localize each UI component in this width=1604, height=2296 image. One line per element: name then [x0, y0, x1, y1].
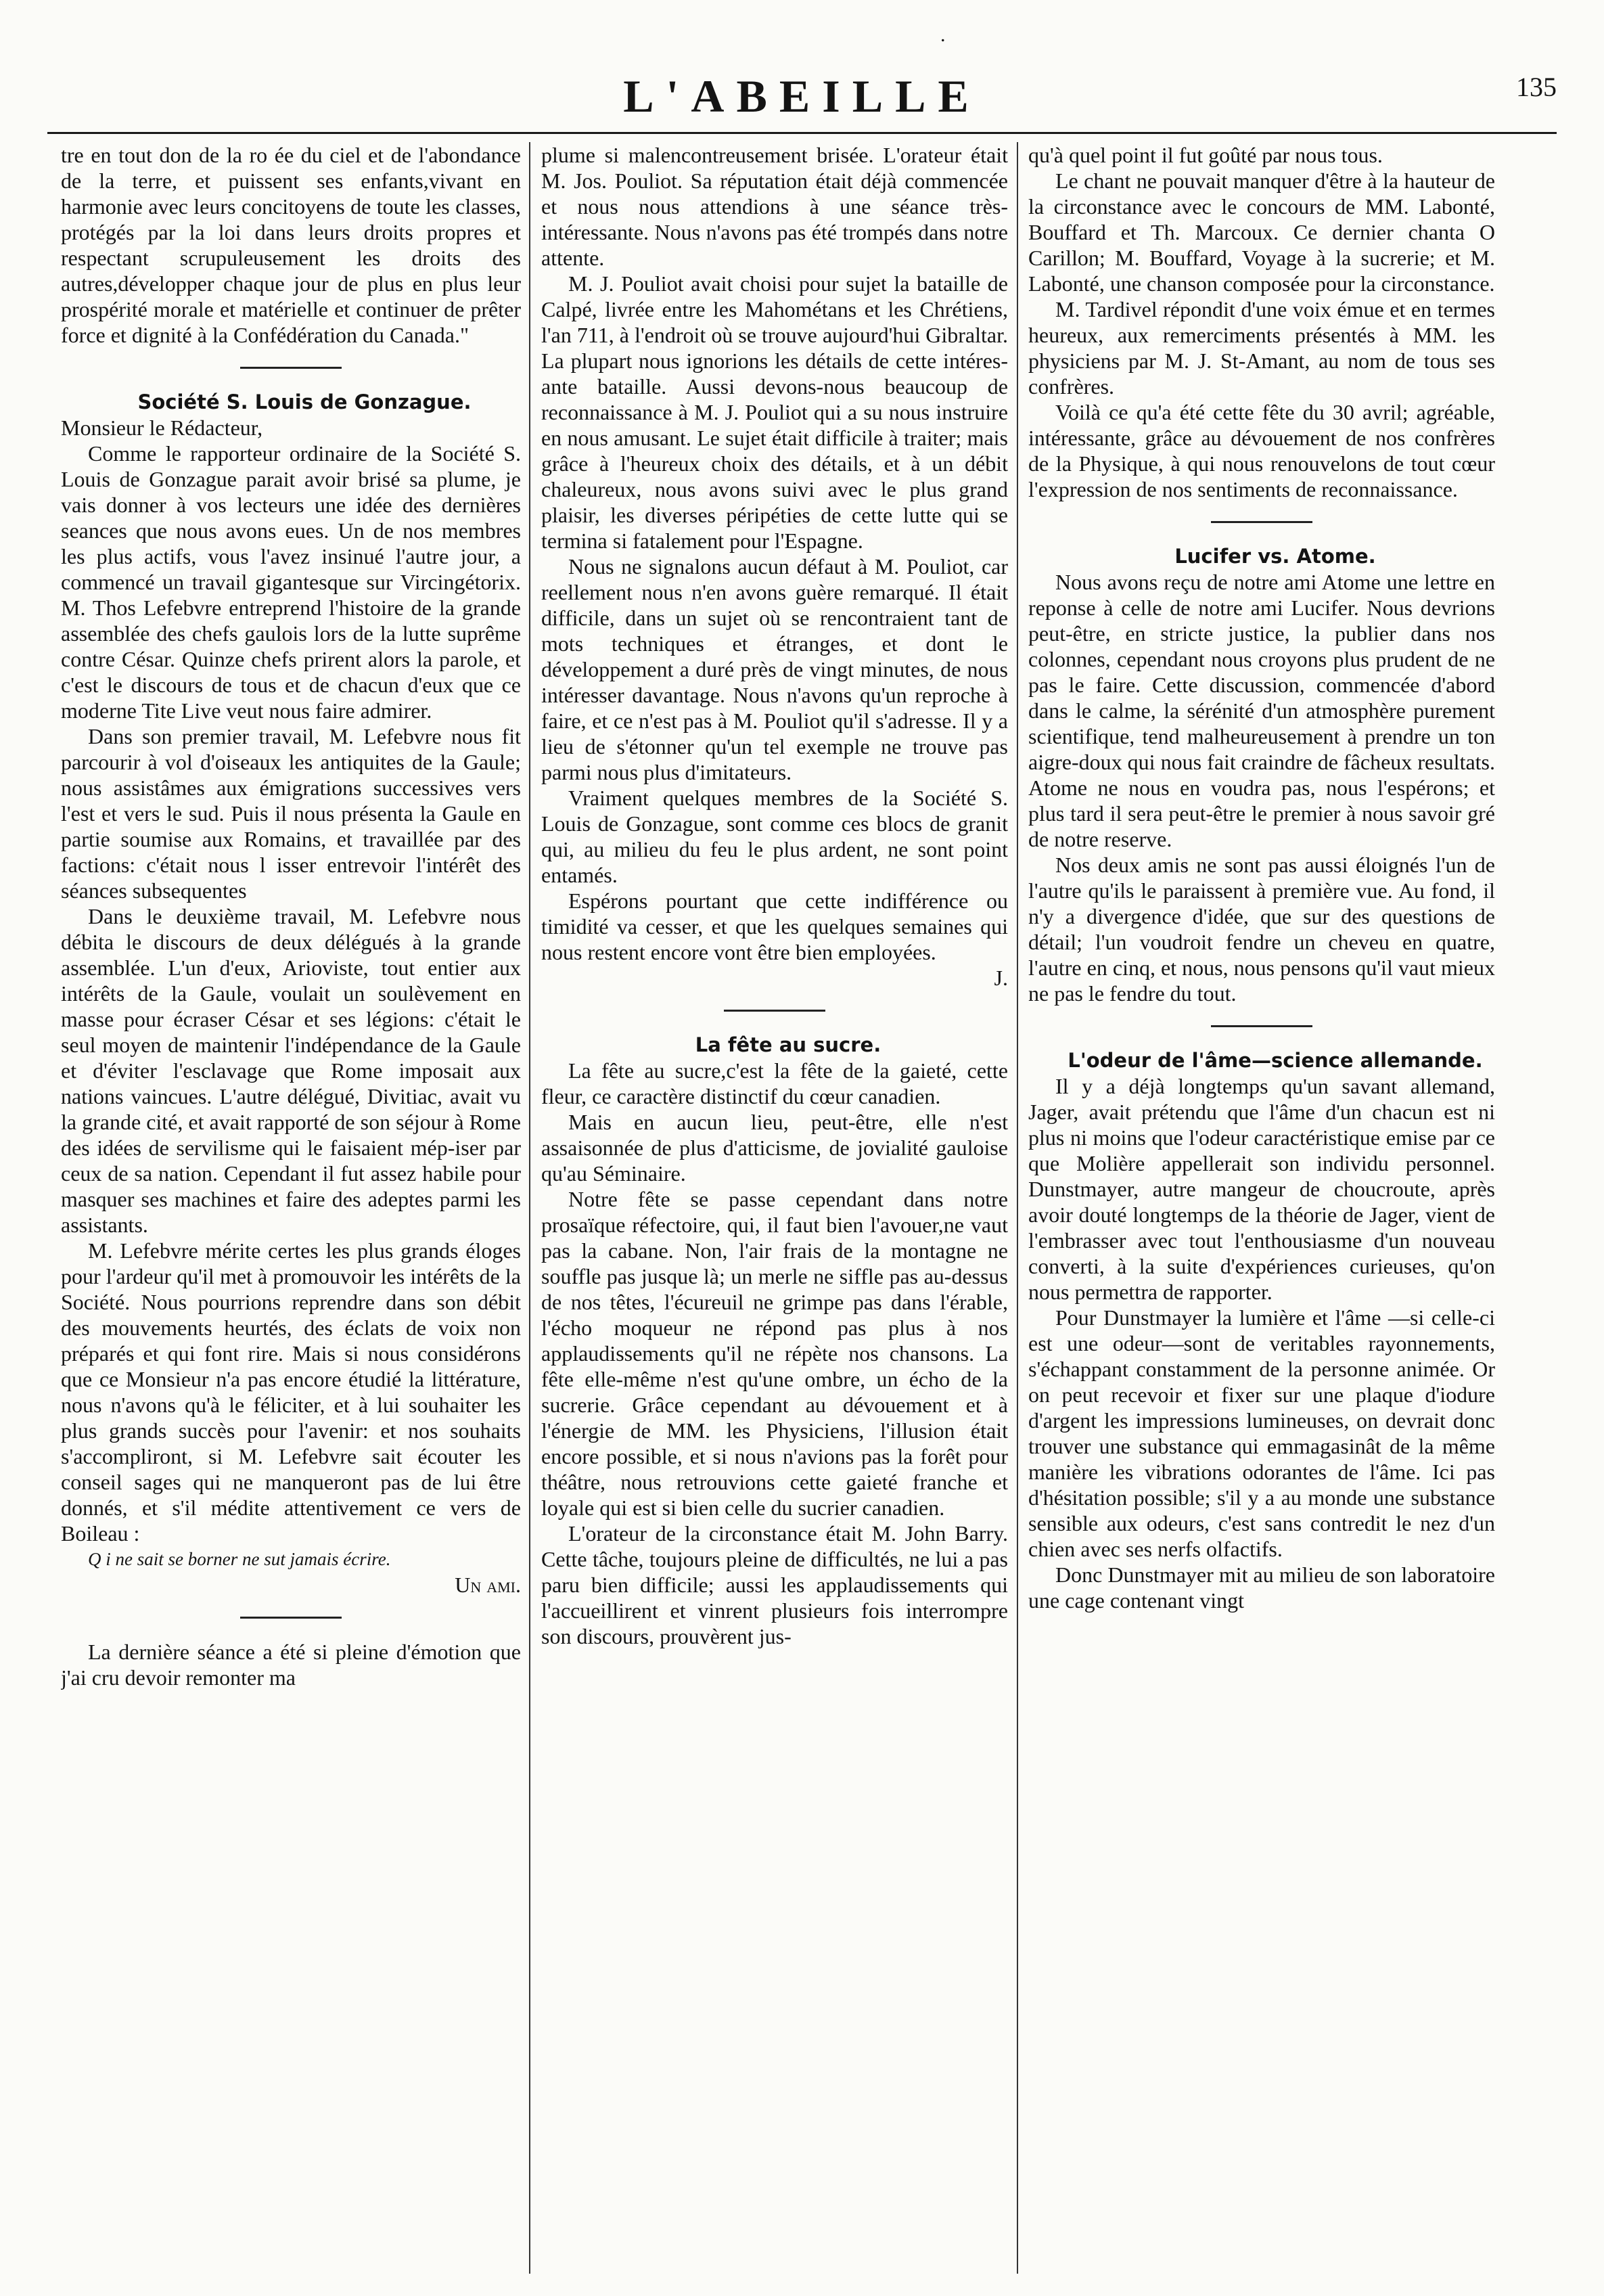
column-1 — [61, 142, 521, 2274]
salutation: Monsieur le Rédacteur, — [61, 415, 263, 440]
column-3 — [1028, 142, 1495, 2274]
paragraph: L'orateur de la circonstance était M. John Barry. Cette tâche, toujours pleine de difficultés, ne lui a pas paru bien difficile; aussi les applaudissements qui l'accueillirent et vinrent plusieurs fois interrompre son discours, prouvèrent jus- — [541, 1521, 1008, 1648]
section-separator — [724, 1010, 825, 1012]
paragraph: tre en tout don de la ro ée du ciel et de l'abondance de la terre, et puissent ses enfants,vivant en harmonie avec leurs concitoyens de toute les classes, protégés par la loi dans leurs droits propres et respectant scrupuleusement les droits des autres,développer chaque jour de plus en plus leur prospérité morale et matérielle et continuer de prêter force et dignité à la Confédération du Canada." — [61, 143, 521, 347]
signature: Un ami. — [455, 1573, 521, 1597]
paragraph: Vraiment quelques membres de la Société S. Louis de Gonzague, sont comme ces blocs de granit qui, au milieu du feu le plus ardent, ne sont point entamés. — [541, 786, 1008, 887]
section-heading: Lucifer vs. Atome. — [1174, 545, 1376, 568]
paragraph: Comme le rapporteur ordinaire de la Société S. Louis de Gonzague parait avoir brisé sa plume, je vais donner à vos lecteurs une idée des dernières seances que nous avons eues. Un de nos membres les plus actifs, vous l'avez insinué l'autre jour, a commencé un travail gigantesque sur Vircingétorix. M. Thos Lefebvre entreprend l'histoire de la grande assemblée des chefs gaulois lors de la lutte suprême contre César. Quinze chefs prirent alors la parole, et c'est le discours de tous et de chacun d'eux que ce moderne Tite Live veut nous faire admirer. — [61, 441, 521, 723]
paragraph: plume si malencontreusement brisée. L'orateur était M. Jos. Pouliot. Sa réputation était déjà commencée et nous nous attendions à une séance très-intéressante. Nous n'avons pas été trompés dans notre attente. — [541, 143, 1008, 270]
masthead — [47, 24, 1557, 134]
section-separator — [1211, 521, 1312, 523]
paragraph: Nos deux amis ne sont pas aussi éloignés l'un de l'autre qu'ils le paraissent à première vue. Au fond, il n'y a divergence d'idée, que sur des questions de détail; l'un voudroit fendre un cheveu en quatre, l'autre en cinq, et nous, nous pensons qu'il vaut mieux ne pas le fendre du tout. — [1028, 853, 1495, 1006]
paragraph: Le chant ne pouvait manquer d'être à la hauteur de la circonstance avec le concours de MM. Labonté, Bouffard et Th. Marcoux. Ce dernier chanta O Carillon; M. Bouffard, Voyage à la sucrerie; et M. Labonté, une chanson composée pour la circonstance. — [1028, 168, 1495, 296]
column-2 — [541, 142, 1008, 2274]
author-initial: J. — [994, 966, 1008, 990]
verse-quote: Q i ne sait se borner ne sut jamais écrire. — [88, 1549, 391, 1569]
page-number: 135 — [1516, 72, 1557, 102]
section-heading: L'odeur de l'âme—science allemande. — [1068, 1049, 1483, 1072]
paragraph: Dans le deuxième travail, M. Lefebvre nous débita le discours de deux délégués à la grande assemblée. L'un d'eux, Arioviste, tout entier aux intérêts de la Gaule, voulait un soulèvement en masse pour écraser César et ses légions: c'était le seul moyen de maintenir l'indépendance de la Gaule et d'éviter l'esclavage que Rome imposait aux nations vaincues. L'autre délégué, Divitiac, avait vu la grande cité, et avait rapporté de son séjour à Rome des idées de servilisme qui le faisaient mép-iser par ceux de sa nation. Cependant il fut assez habile pour masquer ses machines et faire des adeptes parmi les assistants. — [61, 904, 521, 1237]
paragraph: M. Lefebvre mérite certes les plus grands éloges pour l'ardeur qu'il met à promouvoir les intérêts de la Société. Nous pourrions reprendre dans son débit des mouvements heurtés, des éclats de voix non préparés et qui font rire. Mais si nous considérons que ce Monsieur n'a pas encore étudié la littérature, nous n'avons qu'à le féliciter, et à lui souhaiter les plus grands succès pour l'avenir: et nos souhaits s'accompliront, si M. Lefebvre sait écouter les conseil sages qui ne manqueront pas de lui être donnés, et s'il médite attentivement ce vers de Boileau : — [61, 1238, 521, 1546]
column-divider — [1017, 142, 1018, 2274]
section-heading: Société S. Louis de Gonzague. — [137, 390, 472, 413]
newspaper-title: L'ABEILLE — [623, 70, 981, 122]
section-separator — [240, 367, 342, 369]
paragraph: Il y a déjà longtemps qu'un savant allemand, Jager, avait prétendu que l'âme d'un chacun est ni plus ni moins que l'odeur caractéristique emise par ce que Molière appellerait son individu personnel. Dunstmayer, autre mangeur de choucroute, après avoir douté longtemps de la théorie de Jager, vient de l'embrasser avec tout l'enthousiasme d'un nouveau converti, à la suite d'expériences curieuses, qu'on nous permettra de rapporter. — [1028, 1074, 1495, 1304]
paragraph: Mais en aucun lieu, peut-être, elle n'est assaisonnée de plus d'atticisme, de jovialité gauloise qu'au Séminaire. — [541, 1110, 1008, 1186]
section-heading: La fête au sucre. — [695, 1033, 881, 1056]
paragraph: Nous ne signalons aucun défaut à M. Pouliot, car reellement nous n'en avons guère remarqué. Il était difficile, dans un sujet où se rencontraient tant de mots techniques et étranges, et dont le développement a duré près de vingt minutes, de nous intéresser davantage. Nous n'avons qu'un reproche à faire, et ce n'est pas à M. Pouliot qu'il s'adresse. Il y a lieu de s'étonner qu'un tel exemple ne trouve pas parmi nous plus d'imitateurs. — [541, 554, 1008, 784]
paragraph: Notre fête se passe cependant dans notre prosaïque réfectoire, qui, il faut bien l'avouer,ne vaut pas la cabane. Non, l'air frais de la montagne ne souffle pas jusque là; un merle ne siffle pas au-dessus de nos têtes, l'écureuil ne grimpe pas dans l'érable, l'écho moqueur ne répond pas plus à nos applaudissements qu'il ne répète nos chansons. La fête elle-même n'est qu'une ombre, un écho de la sucrerie. Grâce cependant au dévouement et à l'énergie de MM. les Physiciens, l'illusion était encore possible, et si nous n'avions pas la forêt pour théâtre, nous retrouvions cette gaieté franche et loyale qui est si bien celle du sucrier canadien. — [541, 1187, 1008, 1520]
section-separator — [240, 1617, 342, 1619]
paragraph: Voilà ce qu'a été cette fête du 30 avril; agréable, intéressante, grâce au dévouement de nos confrères de la Physique, à qui nous renouvelons de tout cœur l'expression de nos sentiments de reconnaissance. — [1028, 400, 1495, 501]
paragraph: M. Tardivel répondit d'une voix émue et en termes heureux, aux remerciments présentés à MM. les physiciens par M. J. St-Amant, au nom de tous ses confrères. — [1028, 297, 1495, 399]
paragraph: Pour Dunstmayer la lumière et l'âme —si celle-ci est une odeur—sont de veritables rayonnements, s'échappant constamment de la personne animée. Or on peut recevoir et fixer sur une plaque d'iodure d'argent les impressions lumineuses, on devrait donc trouver une substance qui emmagasinât de la même manière les vibrations odorantes de l'âme. Ici pas d'hésitation possible; s'il y a au monde une substance sensible aux odeurs, c'est sans contredit le nez d'un chien avec ses nerfs olfactifs. — [1028, 1305, 1495, 1561]
paragraph: M. J. Pouliot avait choisi pour sujet la bataille de Calpé, livrée entre les Mahométans et les Chrétiens, l'an 711, à l'endroit où se trouve aujourd'hui Gibraltar. La plupart nous ignorions les détails de cette intéres-ante bataille. Aussi devons-nous beaucoup de reconnaissance à M. J. Pouliot qui a su nous instruire en nous amusant. Le sujet était difficile à traiter; mais grâce à l'heureux choix des détails, et à un débit chaleureux, nous avons suivi avec le plus grand plaisir, les diverses péripéties de cette lutte qui se termina si fatalement pour l'Espagne. — [541, 271, 1008, 553]
paragraph: Dans son premier travail, M. Lefebvre nous fit parcourir à vol d'oiseaux les antiquites de la Gaule; nous assistâmes aux émigrations successives vers l'est et vers le sud. Puis il nous présenta la Gaule en partie soumise aux Romains, et travaillée par des factions: c'était nous l isser entrevoir l'intérêt des séances subsequentes — [61, 724, 521, 903]
paragraph: Nous avons reçu de notre ami Atome une lettre en reponse à celle de notre ami Lucifer. Nous devrions peut-être, en stricte justice, la publier dans nos colonnes, cependant nous croyons plus prudent de ne pas le faire. Cette discussion, commencée d'abord dans le calme, la sérénité d'un atmosphère purement scientifique, tend malheureusement à prendre un ton aigre-doux qui nous fait craindre de fâcheux resultats. Atome ne nous en voudra pas, nous l'espérons; et plus tard il sera peut-être le premier à nous savoir gré de notre reserve. — [1028, 570, 1495, 851]
paragraph: Espérons pourtant que cette indifférence ou timidité va cesser, et que les quelques semaines qui nous restent encore vont être bien employées. — [541, 888, 1008, 964]
masthead-dot: . — [940, 24, 946, 46]
section-separator — [1211, 1025, 1312, 1027]
column-divider — [529, 142, 530, 2274]
paragraph: qu'à quel point il fut goûté par nous tous. — [1028, 143, 1383, 167]
paragraph: La fête au sucre,c'est la fête de la gaieté, cette fleur, ce caractère distinctif du cœur canadien. — [541, 1058, 1008, 1108]
paragraph: Donc Dunstmayer mit au milieu de son laboratoire une cage contenant vingt — [1028, 1562, 1495, 1613]
paragraph: La dernière séance a été si pleine d'émotion que j'ai cru devoir remonter ma — [61, 1640, 521, 1690]
